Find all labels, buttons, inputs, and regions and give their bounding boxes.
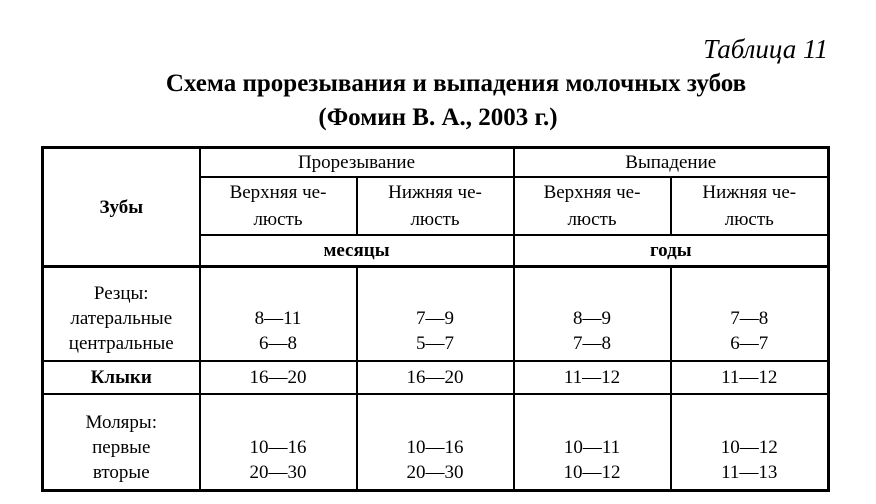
upper-jaw-line2: люсть [567, 209, 617, 230]
row-label-line: вторые [92, 462, 150, 483]
table-row [43, 361, 829, 394]
cell-value: 10—12 [720, 437, 778, 458]
cell-value: 10—11 [563, 437, 621, 458]
table-cell [514, 394, 671, 491]
shedding-unit-header: годы [514, 235, 829, 267]
row-label-line: Резцы: [93, 283, 149, 304]
cell-value: 10—12 [563, 462, 621, 483]
table-title: Схема прорезывания и выпадения молочных зубов [165, 70, 747, 97]
row-label-line: Моляры: [85, 412, 157, 433]
lower-jaw-line2: люсть [724, 209, 774, 230]
table-row [43, 394, 829, 491]
table-source: (Фомин В. А., 2003 г.) [318, 104, 558, 131]
table-cell [357, 267, 514, 362]
lower-jaw-line1: Нижняя че- [388, 182, 482, 203]
cell-value: 10—16 [249, 437, 307, 458]
table-cell [200, 394, 357, 491]
cell-value: 16—20 [357, 361, 514, 394]
cell-value: 11—13 [721, 462, 778, 483]
cell-value: 7—8 [730, 308, 769, 329]
cell-value: 20—30 [406, 462, 464, 483]
eruption-lower-jaw-header [357, 177, 514, 235]
shedding-lower-jaw-header [671, 177, 829, 235]
cell-value: 6—8 [259, 333, 297, 354]
cell-value: 8—9 [573, 308, 611, 329]
teeth-schedule-table [41, 146, 830, 492]
row-label-incisors [43, 267, 200, 362]
cell-value: 7—9 [416, 308, 454, 329]
table-cell [671, 267, 829, 362]
row-label-line: первые [92, 437, 151, 458]
row-label-canines: Клыки [43, 361, 200, 394]
teeth-column-header: Зубы [43, 148, 200, 267]
lower-jaw-line2: люсть [410, 209, 460, 230]
upper-jaw-line2: люсть [253, 209, 303, 230]
table-cell [514, 267, 671, 362]
cell-value: 11—12 [514, 361, 671, 394]
upper-jaw-line1: Верхняя че- [229, 182, 327, 203]
cell-value: 20—30 [249, 462, 307, 483]
cell-value: 11—12 [671, 361, 829, 394]
cell-value: 7—8 [573, 333, 611, 354]
eruption-unit-header: месяцы [200, 235, 514, 267]
eruption-group-header: Прорезывание [200, 148, 514, 178]
shedding-group-header: Выпадение [514, 148, 829, 178]
table-cell [357, 394, 514, 491]
row-label-line: центральные [68, 333, 174, 354]
table-row [43, 267, 829, 362]
cell-value: 6—7 [730, 333, 769, 354]
shedding-upper-jaw-header [514, 177, 671, 235]
row-label-molars [43, 394, 200, 491]
cell-value: 10—16 [406, 437, 464, 458]
eruption-upper-jaw-header [200, 177, 357, 235]
upper-jaw-line1: Верхняя че- [543, 182, 641, 203]
cell-value: 16—20 [200, 361, 357, 394]
cell-value: 8—11 [254, 308, 302, 329]
row-label-line: латеральные [70, 308, 173, 329]
cell-value: 5—7 [416, 333, 454, 354]
lower-jaw-line1: Нижняя че- [702, 182, 797, 203]
table-number-label: Таблица 11 [703, 34, 828, 64]
table-cell [200, 267, 357, 362]
table-cell [671, 394, 829, 491]
